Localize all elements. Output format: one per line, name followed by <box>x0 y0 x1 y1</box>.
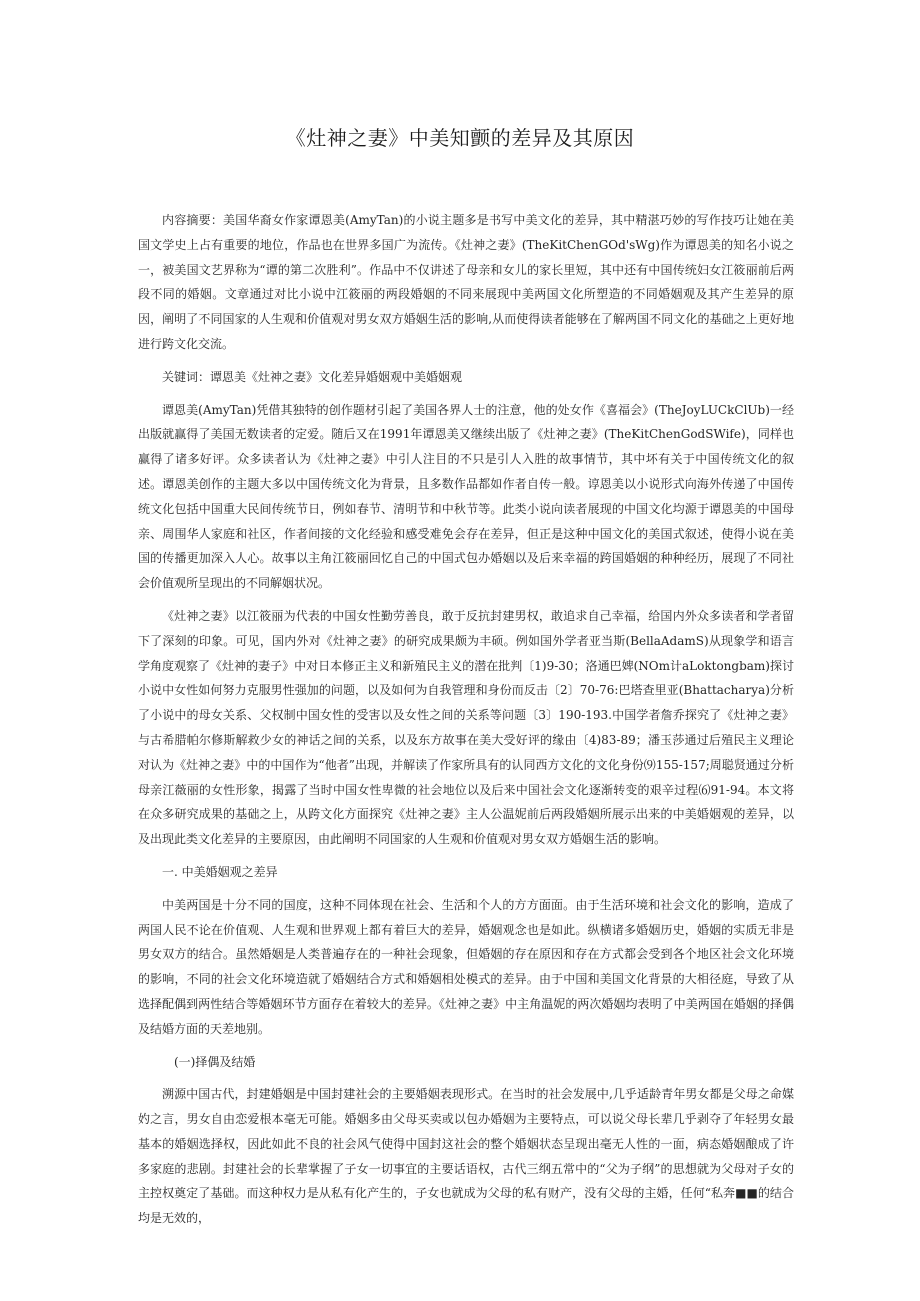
section-heading-1: 一. 中美婚姻观之差异 <box>162 864 278 879</box>
body-paragraph-2: 《灶神之妻》以江筱丽为代表的中国女性勤劳善良，敢于反抗封建男权，敢追求自己幸福，给国内外众多读者和学者留下了深刻的印象。可见，国内外对《灶神之妻》的研究成果颇为丰硕。例如国外学者亚当斯(BellaAdamS)从现象学和语言学角度观察了《灶神的妻子》中对日本修正主义和新殖民主义的潜在批判〔1)9-30；洛通巴婢(NOm计aLoktongbam)探讨小说中女性如何努力克服男性强加的问题，以及如何为自我管理和身份而反击〔2〕70-76:巴塔查里亚(Bhattacharya)分析了小说中的母女关系、父权制中国女性的受害以及女性之间的关系等问题〔3〕190-193.中国学者詹乔探究了《灶神之妻》与古希腊帕尔修斯解救少女的神话之间的关系，以及东方故事在美大受好评的缘由〔4)83-89；潘玉莎通过后殖民主义理论对认为《灶神之妻》中的中国作为“他者”出现，并解读了作家所具有的认同西方文化的文化身份⑼155-157;周聪贤通过分析母亲江薇丽的女性形象，揭露了当时中国女性卑微的社会地位以及后来中国社会文化逐渐转变的艰辛过程⑹91-94。本文将在众多研究成果的基础之上，从跨文化方面探究《灶神之妻》主人公温妮前后两段婚姻所展示出来的中美婚姻观的差异，以及出现此类文化差异的主要原因，由此阐明不同国家的人生观和价值观对男女双方婚姻生活的影响。 <box>138 608 794 847</box>
body-paragraph-3: 中美两国是十分不同的国度，这种不同体现在社会、生活和个人的方方面面。由于生活环境和社会文化的影响，造成了两国人民不论在价值观、人生观和世界观上都有着巨大的差异，婚姻观念也是如此。纵横诸多婚姻历史，婚姻的实质无非是男女双方的结合。虽然婚姻是人类普遍存在的一种社会现象，但婚姻的存在原因和存在方式都会受到各个地区社会文化环境的影响，不同的社会文化环境造就了婚姻结合方式和婚姻相处模式的差异。由于中国和美国文化背景的大相径庭，导致了从选择配偶到两性结合等婚姻环节方面存在着较大的差异。《灶神之妻》中主角温妮的两次婚姻均表明了中美两国在婚姻的择偶及结婚方面的天差地别。 <box>138 897 794 1036</box>
body-paragraph-1: 谭恩美(AmyTan)凭借其独特的创作题材引起了美国各界人士的注意，他的处女作《喜福会》(TheJoyLUCkClUb)一经出版就赢得了美国无数读者的定爱。随后又在1991年谭恩美又继续出版了《灶神之妻》(TheKitChenGodSWife)，同样也赢得了诸多好评。众多读者认为《灶神之妻》中引人注目的不只是引人入胜的故事情节，其中坏有关于中国传统文化的叙述。谭恩美创作的主题大多以中国传统文化为背景，且多数作品都如作者自传一般。谆恩美以小说形式向海外传递了中国传统文化包括中国重大民间传统节日，例如春节、清明节和中秋节等。此类小说向读者展现的中国文化均源于谭恩美的中国母亲、周围华人家庭和社区，作者间接的文化经验和感受难免会存在差异，但正是这种中国文化的美国式叙述，使得小说在美国的传播更加深入人心。故事以主角江筱丽回忆自己的中国式包办婚姻以及后来幸福的跨国婚姻的种种经历，展现了不同社会价值观所呈现出的不同解姻状况。 <box>138 402 794 591</box>
subsection-heading-1: (一)择偶及结婚 <box>174 1054 256 1069</box>
keywords-paragraph: 关键词：谭恩美《灶神之妻》文化差异婚姻观中美婚姻观 <box>162 369 463 384</box>
document-body <box>138 208 794 1231</box>
body-paragraph-4: 溯源中国古代，封建婚姻是中国封建社会的主要婚姻表现形式。在当时的社会发展中,几乎适龄青年男女都是父母之命媒妁之言，男女自由恋爱根本毫无可能。婚姻多由父母买卖或以包办婚姻为主要特点，可以说父母长辈几乎剥夺了年轻男女最基本的婚姻选择权，因此如此不良的社会风气使得中国封这社会的整个婚姻状态呈现出毫无人性的一面，病态婚姻酿成了许多家庭的悲剧。封建社会的长辈掌握了子女一切事宜的主要话语权，古代三纲五常中的“父为子纲”的思想就为父母对子女的主控权奠定了基础。而这种权力是从私有化产生的，子女也就成为父母的私有财产，没有父母的主婚，任何“私奔■■的结合均是无效的， <box>138 1087 794 1226</box>
document-title: 《灶神之妻》中美知颤的差异及其原因 <box>285 126 635 150</box>
abstract-paragraph: 内容摘要：美国华裔女作家谭恩美(AmyTan)的小说主题多是书写中美文化的差异，其中精湛巧妙的写作技巧让她在美国文学史上占有重要的地位，作品也在世界多国广为流传。《灶神之妻》(TheKitChenGOd'sWg)作为谭恩美的知名小说之一，被美国文艺界称为“谭的第二次胜利”。作品中不仅讲述了母亲和女儿的家长里短，其中还有中国传统妇女江筱丽前后两段不同的婚姻。文章通过对比小说中江筱丽的两段婚姻的不同来展现中美两国文化所塑造的不同婚姻观及其产生差异的原因，阐明了不同国家的人生观和价值观对男女双方婚姻生活的影响,从而使得读者能够在了解两国不同文化的基础之上更好地进行跨文化交流。 <box>138 213 794 351</box>
